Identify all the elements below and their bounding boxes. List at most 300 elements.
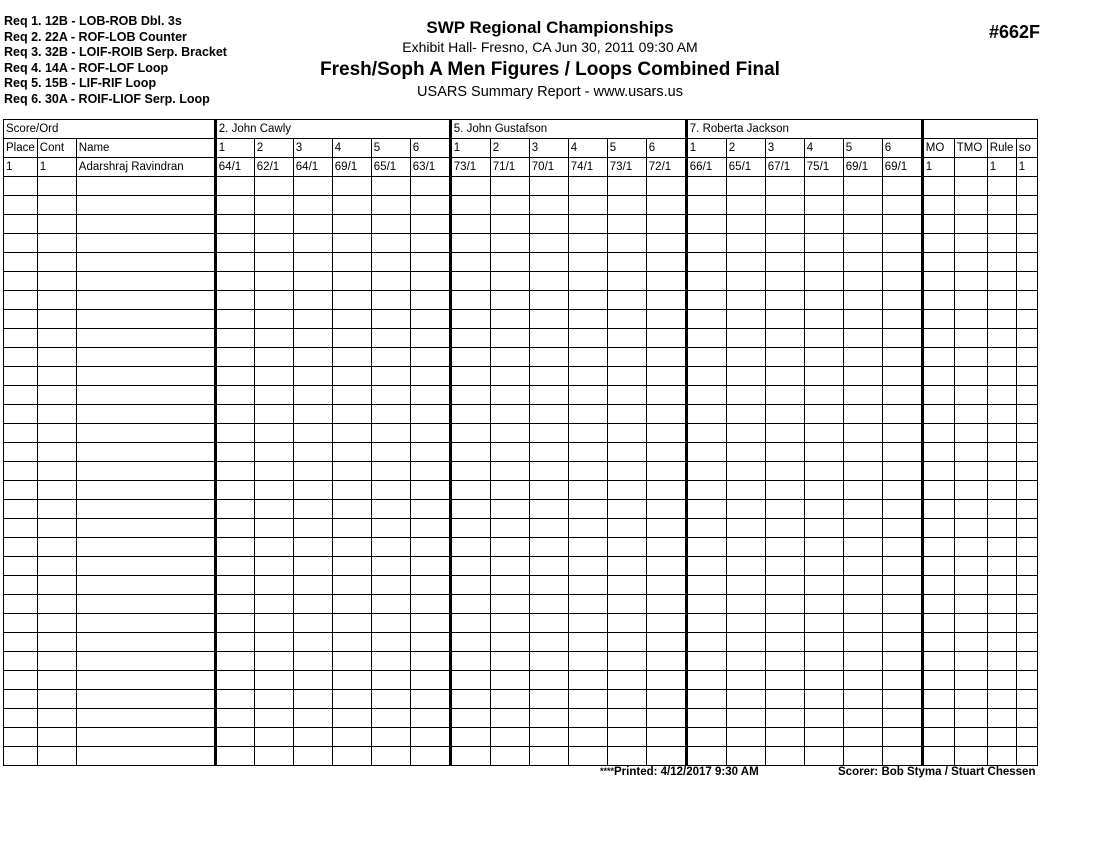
table-cell-empty (4, 500, 38, 519)
table-cell-empty (4, 310, 38, 329)
table-cell-empty (646, 253, 686, 272)
table-cell-empty (215, 310, 254, 329)
table-cell-empty (410, 557, 450, 576)
table-cell-empty (4, 481, 38, 500)
table-cell-empty (76, 576, 215, 595)
cell-j3-s4: 75/1 (804, 158, 843, 177)
table-cell-empty (686, 595, 726, 614)
table-cell-empty (607, 215, 646, 234)
table-cell-empty (922, 234, 954, 253)
table-cell-empty (922, 728, 954, 747)
table-cell-empty (954, 652, 987, 671)
table-cell-empty (215, 386, 254, 405)
table-cell-empty (293, 424, 332, 443)
table-cell-empty (922, 177, 954, 196)
table-cell-empty (804, 462, 843, 481)
table-cell-empty (843, 253, 882, 272)
table-cell-empty (568, 690, 607, 709)
table-cell-empty (843, 557, 882, 576)
table-cell-empty (987, 576, 1016, 595)
table-cell-empty (726, 215, 765, 234)
table-cell-empty (410, 690, 450, 709)
table-cell-empty (37, 291, 76, 310)
table-cell-empty (37, 652, 76, 671)
event-number: #662F (988, 22, 1040, 42)
table-cell-empty (1016, 424, 1037, 443)
table-cell-empty (490, 196, 529, 215)
table-cell-empty (4, 462, 38, 481)
table-cell-empty (686, 424, 726, 443)
table-cell-empty (293, 519, 332, 538)
table-cell-empty (686, 215, 726, 234)
table-cell-empty (568, 405, 607, 424)
table-cell-empty (726, 329, 765, 348)
table-cell-empty (954, 538, 987, 557)
table-cell-empty (490, 424, 529, 443)
table-cell-empty (4, 671, 38, 690)
table-cell-empty (410, 633, 450, 652)
table-cell-empty (410, 443, 450, 462)
table-cell-empty (954, 481, 987, 500)
table-cell-empty (4, 652, 38, 671)
table-cell-empty (76, 481, 215, 500)
table-cell-empty (293, 557, 332, 576)
table-cell-empty (410, 177, 450, 196)
table-cell-empty (765, 196, 804, 215)
table-cell-empty (37, 500, 76, 519)
table-cell-empty (686, 690, 726, 709)
table-cell-empty (4, 329, 38, 348)
table-row-empty (4, 462, 1038, 481)
table-cell-empty (954, 386, 987, 405)
table-row-empty (4, 348, 1038, 367)
table-cell-empty (293, 443, 332, 462)
table-cell-empty (371, 481, 410, 500)
table-cell-empty (76, 709, 215, 728)
table-cell-empty (882, 728, 922, 747)
table-cell-empty (987, 234, 1016, 253)
table-cell-empty (882, 367, 922, 386)
table-cell-empty (529, 557, 568, 576)
table-cell-empty (882, 557, 922, 576)
table-cell-empty (765, 481, 804, 500)
table-cell-empty (882, 291, 922, 310)
table-cell-empty (76, 405, 215, 424)
table-cell-empty (450, 443, 490, 462)
table-cell-empty (954, 747, 987, 766)
table-cell-empty (686, 557, 726, 576)
table-cell-empty (646, 443, 686, 462)
table-cell-empty (529, 576, 568, 595)
table-cell-empty (954, 177, 987, 196)
table-cell-empty (76, 348, 215, 367)
table-cell-empty (607, 234, 646, 253)
table-cell-empty (882, 443, 922, 462)
table-cell-empty (410, 310, 450, 329)
table-cell-empty (607, 595, 646, 614)
table-cell-empty (215, 253, 254, 272)
table-cell-empty (607, 177, 646, 196)
table-cell-empty (568, 747, 607, 766)
table-cell-empty (922, 519, 954, 538)
table-cell-empty (1016, 443, 1037, 462)
table-row-empty (4, 519, 1038, 538)
table-cell-empty (332, 196, 371, 215)
table-cell-empty (954, 291, 987, 310)
table-cell-empty (882, 196, 922, 215)
table-cell-empty (568, 177, 607, 196)
table-cell-empty (450, 728, 490, 747)
table-cell-empty (332, 424, 371, 443)
table-cell-empty (254, 728, 293, 747)
table-cell-empty (371, 614, 410, 633)
table-cell-empty (922, 709, 954, 728)
table-cell-empty (332, 709, 371, 728)
table-cell-empty (646, 291, 686, 310)
table-cell-empty (607, 291, 646, 310)
table-cell-empty (882, 747, 922, 766)
table-cell-empty (804, 386, 843, 405)
table-row-empty (4, 500, 1038, 519)
table-cell-empty (293, 177, 332, 196)
table-cell-empty (646, 367, 686, 386)
table-cell-empty (332, 462, 371, 481)
table-cell-empty (1016, 690, 1037, 709)
table-cell-empty (646, 633, 686, 652)
judge-header-3: 7. Roberta Jackson (686, 120, 922, 139)
table-cell-empty (450, 329, 490, 348)
table-cell-empty (922, 329, 954, 348)
table-cell-empty (4, 443, 38, 462)
table-cell-empty (529, 519, 568, 538)
table-cell-empty (215, 576, 254, 595)
table-row-empty (4, 367, 1038, 386)
table-cell-empty (843, 500, 882, 519)
table-cell-empty (450, 215, 490, 234)
table-cell-empty (215, 595, 254, 614)
table-cell-empty (882, 177, 922, 196)
table-cell-empty (726, 690, 765, 709)
table-cell-empty (646, 747, 686, 766)
table-cell-empty (529, 386, 568, 405)
printed-stars: **** (600, 766, 615, 776)
table-cell-empty (607, 500, 646, 519)
table-cell-empty (843, 576, 882, 595)
table-cell-empty (490, 272, 529, 291)
table-cell-empty (37, 253, 76, 272)
table-cell-empty (293, 234, 332, 253)
table-cell-empty (37, 348, 76, 367)
table-cell-empty (254, 405, 293, 424)
score-ord-header: Score/Ord (4, 120, 216, 139)
table-cell-empty (686, 747, 726, 766)
col-j2-fig1: 1 (450, 139, 490, 158)
table-cell-empty (726, 405, 765, 424)
table-cell-empty (1016, 671, 1037, 690)
table-cell-empty (410, 253, 450, 272)
table-cell-empty (371, 367, 410, 386)
table-cell-empty (37, 614, 76, 633)
table-cell-empty (332, 348, 371, 367)
table-cell-empty (215, 747, 254, 766)
table-cell-empty (1016, 538, 1037, 557)
table-cell-empty (529, 310, 568, 329)
table-cell-empty (1016, 367, 1037, 386)
table-cell-empty (450, 500, 490, 519)
table-cell-empty (529, 234, 568, 253)
table-cell-empty (293, 576, 332, 595)
table-cell-empty (765, 291, 804, 310)
cell-j3-s5: 69/1 (843, 158, 882, 177)
table-cell-empty (607, 405, 646, 424)
table-cell-empty (37, 424, 76, 443)
table-cell-empty (215, 329, 254, 348)
table-cell-empty (410, 652, 450, 671)
table-cell-empty (254, 576, 293, 595)
table-cell-empty (804, 557, 843, 576)
table-cell-empty (1016, 576, 1037, 595)
table-cell-empty (686, 329, 726, 348)
table-cell-empty (1016, 234, 1037, 253)
table-cell-empty (490, 614, 529, 633)
cell-j1-s4: 69/1 (332, 158, 371, 177)
table-cell-empty (765, 329, 804, 348)
table-cell-empty (332, 253, 371, 272)
table-cell-empty (607, 367, 646, 386)
requirement-line: Req 1. 12B - LOB-ROB Dbl. 3s (4, 14, 182, 28)
table-cell-empty (765, 595, 804, 614)
table-cell-empty (954, 690, 987, 709)
table-cell-empty (765, 728, 804, 747)
table-cell-empty (410, 671, 450, 690)
col-j1-fig4: 4 (332, 139, 371, 158)
table-cell-empty (1016, 291, 1037, 310)
col-j1-fig3: 3 (293, 139, 332, 158)
column-label-row (4, 139, 1038, 158)
table-cell-empty (371, 234, 410, 253)
table-cell-empty (607, 253, 646, 272)
table-cell-empty (529, 177, 568, 196)
table-cell-empty (371, 386, 410, 405)
table-row-empty (4, 576, 1038, 595)
table-cell-empty (254, 177, 293, 196)
table-cell-empty (293, 253, 332, 272)
table-cell-empty (76, 443, 215, 462)
table-cell-empty (76, 329, 215, 348)
table-cell-empty (254, 557, 293, 576)
table-cell-empty (804, 348, 843, 367)
table-cell-empty (987, 595, 1016, 614)
table-cell-empty (765, 253, 804, 272)
table-cell-empty (922, 538, 954, 557)
requirements-list (4, 14, 304, 107)
table-cell-empty (490, 538, 529, 557)
col-place: Place (4, 139, 38, 158)
table-cell-empty (686, 348, 726, 367)
table-cell-empty (765, 348, 804, 367)
table-cell-empty (568, 709, 607, 728)
table-cell-empty (607, 329, 646, 348)
table-cell-empty (37, 538, 76, 557)
table-cell-empty (987, 177, 1016, 196)
table-cell-empty (843, 310, 882, 329)
table-cell-empty (490, 443, 529, 462)
table-cell-empty (490, 367, 529, 386)
table-cell-empty (371, 519, 410, 538)
table-cell-empty (804, 329, 843, 348)
table-cell-empty (1016, 405, 1037, 424)
table-cell-empty (254, 633, 293, 652)
table-cell-empty (410, 234, 450, 253)
table-cell-empty (293, 728, 332, 747)
table-cell-empty (490, 709, 529, 728)
table-cell-empty (765, 747, 804, 766)
table-cell-empty (726, 481, 765, 500)
table-cell-empty (954, 253, 987, 272)
table-cell-empty (843, 386, 882, 405)
table-cell-empty (450, 576, 490, 595)
table-cell-empty (410, 709, 450, 728)
table-cell-empty (371, 329, 410, 348)
table-cell-empty (765, 405, 804, 424)
table-cell-empty (568, 576, 607, 595)
table-cell-empty (254, 215, 293, 234)
table-cell-empty (254, 595, 293, 614)
table-cell-empty (882, 519, 922, 538)
table-cell-empty (686, 671, 726, 690)
table-cell-empty (450, 652, 490, 671)
table-cell-empty (37, 177, 76, 196)
table-cell-empty (450, 424, 490, 443)
table-cell-empty (568, 234, 607, 253)
table-cell-empty (843, 614, 882, 633)
table-cell-empty (987, 386, 1016, 405)
table-cell-empty (765, 234, 804, 253)
col-j3-fig2: 2 (726, 139, 765, 158)
table-cell-empty (1016, 253, 1037, 272)
table-row-empty (4, 633, 1038, 652)
table-cell-empty (882, 709, 922, 728)
table-cell-empty (293, 462, 332, 481)
table-cell-empty (607, 728, 646, 747)
table-cell-empty (76, 196, 215, 215)
table-cell-empty (987, 215, 1016, 234)
table-cell-empty (254, 538, 293, 557)
table-cell-empty (646, 728, 686, 747)
table-cell-empty (371, 443, 410, 462)
table-cell-empty (410, 367, 450, 386)
table-cell-empty (254, 481, 293, 500)
col-j2-fig2: 2 (490, 139, 529, 158)
table-row-empty (4, 329, 1038, 348)
cell-j2-s3: 70/1 (529, 158, 568, 177)
table-cell-empty (37, 215, 76, 234)
table-cell-empty (882, 576, 922, 595)
table-cell-empty (686, 728, 726, 747)
table-cell-empty (922, 595, 954, 614)
table-cell-empty (76, 500, 215, 519)
table-cell-empty (215, 272, 254, 291)
table-cell-empty (37, 310, 76, 329)
table-cell-empty (450, 709, 490, 728)
table-cell-empty (215, 291, 254, 310)
table-cell-empty (686, 291, 726, 310)
table-cell-empty (293, 652, 332, 671)
table-cell-empty (490, 253, 529, 272)
table-cell-empty (76, 177, 215, 196)
table-cell-empty (4, 215, 38, 234)
table-cell-empty (686, 272, 726, 291)
cell-j1-s5: 65/1 (371, 158, 410, 177)
table-cell-empty (804, 272, 843, 291)
table-cell-empty (607, 443, 646, 462)
table-cell-empty (882, 405, 922, 424)
table-cell-empty (37, 576, 76, 595)
table-cell-empty (215, 481, 254, 500)
table-cell-empty (922, 576, 954, 595)
table-cell-empty (332, 519, 371, 538)
table-cell-empty (922, 272, 954, 291)
table-cell-empty (922, 557, 954, 576)
table-cell-empty (804, 253, 843, 272)
cell-tmo (954, 158, 987, 177)
requirement-line: Req 6. 30A - ROIF-LIOF Serp. Loop (4, 91, 210, 106)
table-cell-empty (686, 405, 726, 424)
table-cell-empty (490, 747, 529, 766)
table-cell-empty (1016, 310, 1037, 329)
table-cell-empty (529, 671, 568, 690)
table-cell-empty (410, 728, 450, 747)
table-cell-empty (371, 671, 410, 690)
table-row-empty (4, 481, 1038, 500)
table-cell-empty (922, 405, 954, 424)
table-cell-empty (450, 614, 490, 633)
table-cell-empty (568, 272, 607, 291)
table-cell-empty (726, 538, 765, 557)
table-cell-empty (4, 557, 38, 576)
cell-j1-s6: 63/1 (410, 158, 450, 177)
score-table (3, 119, 1038, 766)
table-cell-empty (371, 424, 410, 443)
table-cell-empty (410, 215, 450, 234)
table-cell-empty (646, 329, 686, 348)
table-cell-empty (686, 538, 726, 557)
table-cell-empty (765, 557, 804, 576)
table-cell-empty (954, 557, 987, 576)
table-cell-empty (450, 747, 490, 766)
table-cell-empty (332, 690, 371, 709)
table-cell-empty (765, 424, 804, 443)
table-cell-empty (882, 671, 922, 690)
table-cell-empty (686, 253, 726, 272)
table-cell-empty (726, 253, 765, 272)
table-cell-empty (490, 234, 529, 253)
table-cell-empty (765, 386, 804, 405)
table-row-empty (4, 196, 1038, 215)
table-cell-empty (37, 671, 76, 690)
table-cell-empty (686, 481, 726, 500)
table-cell-empty (726, 595, 765, 614)
table-cell-empty (490, 348, 529, 367)
table-cell-empty (76, 557, 215, 576)
table-cell-empty (922, 424, 954, 443)
table-cell-empty (726, 386, 765, 405)
table-cell-empty (215, 443, 254, 462)
table-cell-empty (215, 462, 254, 481)
table-cell-empty (4, 272, 38, 291)
table-cell-empty (490, 671, 529, 690)
printed-text: Printed: 4/12/2017 9:30 AM (614, 766, 759, 778)
